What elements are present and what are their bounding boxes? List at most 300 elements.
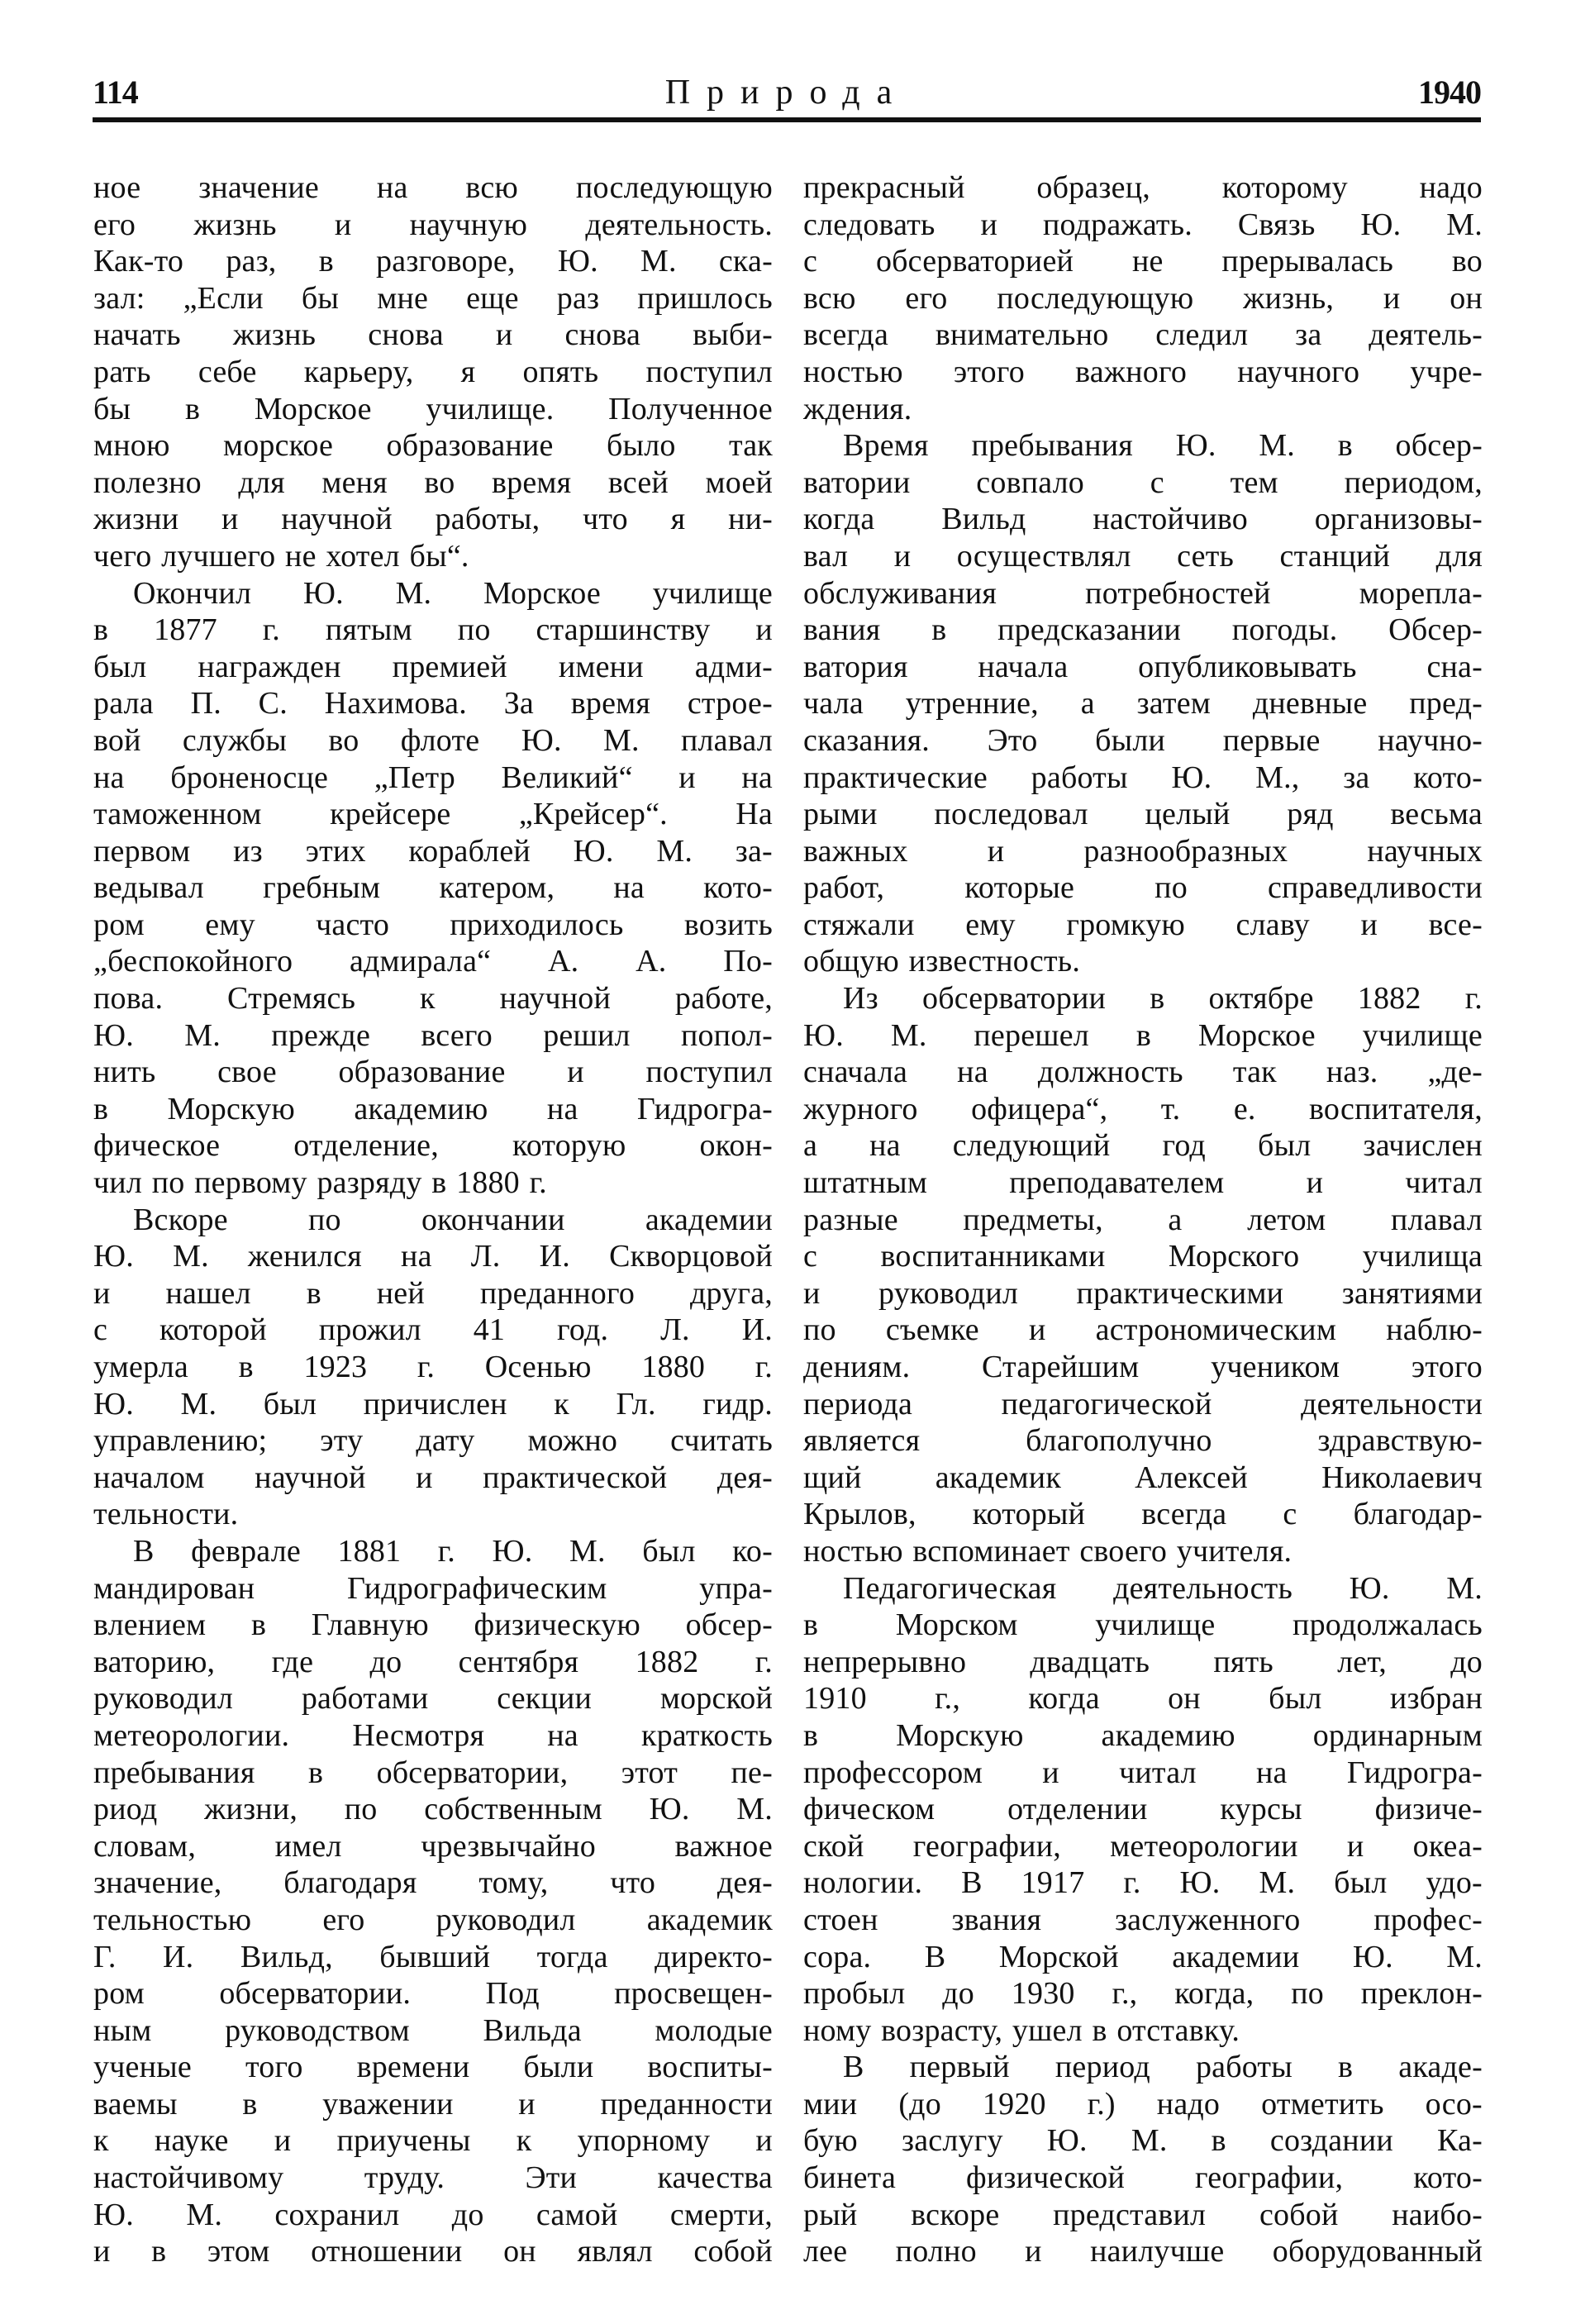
text-line: [93, 427, 773, 464]
word: наблю-: [1386, 1312, 1483, 1348]
word: ватории: [803, 464, 911, 500]
word: Вильд,: [240, 1939, 333, 1974]
word: Гл.: [616, 1386, 656, 1422]
word: в: [151, 2234, 167, 2269]
word: периода: [803, 1386, 913, 1422]
word: практической: [483, 1460, 668, 1495]
text-line: [803, 1864, 1483, 1902]
word: где: [271, 1644, 314, 1679]
word: Осенью: [484, 1350, 592, 1384]
word: обсерватории: [922, 981, 1107, 1017]
word: оборудованный: [1272, 2234, 1483, 2269]
word: женился: [247, 1239, 362, 1274]
word: заслугу: [901, 2123, 1003, 2159]
word: Г.: [93, 1939, 117, 1974]
word: бы: [301, 280, 340, 316]
word: благодар-: [1353, 1497, 1483, 1532]
word: отделение,: [293, 1128, 439, 1164]
word: на: [376, 170, 408, 205]
word: предметы,: [963, 1202, 1103, 1237]
word: Вильд: [941, 502, 1026, 537]
running-header: [93, 73, 1481, 114]
word: чала: [803, 686, 864, 721]
word: был: [263, 1386, 317, 1422]
text-line: [803, 1939, 1483, 1976]
text-line: [93, 1127, 773, 1164]
word: все-: [1428, 907, 1483, 942]
text-line: ностью вспоминает своего учителя.: [803, 1533, 1293, 1569]
word: опять: [522, 354, 599, 389]
word: собой: [693, 2234, 773, 2269]
word: фическом: [803, 1792, 935, 1827]
word: ской: [803, 1828, 864, 1864]
word: эту: [320, 1423, 364, 1459]
word: время: [492, 464, 572, 500]
word: в: [318, 244, 334, 279]
word: и: [274, 2123, 292, 2159]
word: г.: [1464, 981, 1483, 1017]
word: С.: [258, 686, 288, 721]
word: курсы: [1220, 1792, 1302, 1827]
word: звания: [951, 1902, 1042, 1937]
word: г.): [1087, 2086, 1116, 2122]
word: жизнь: [232, 317, 317, 353]
word: метеорологии.: [93, 1717, 290, 1753]
text-line: ждения.: [803, 391, 912, 426]
text-line: [803, 1717, 1483, 1755]
word: работе,: [674, 981, 773, 1017]
word: заслуженного: [1114, 1902, 1301, 1937]
word: съемке: [885, 1312, 979, 1348]
word: того: [245, 2050, 303, 2085]
word: 1920: [982, 2086, 1046, 2122]
word: В: [961, 1865, 983, 1901]
word: отношении: [311, 2234, 463, 2269]
word: кото-: [703, 870, 773, 906]
word: М.: [395, 575, 432, 611]
word: рала: [93, 686, 154, 721]
word: имел: [274, 1828, 342, 1864]
word: был: [642, 1533, 696, 1569]
word: ней: [376, 1275, 425, 1311]
word: меня: [321, 464, 388, 500]
word: акаде-: [1398, 2050, 1483, 2085]
word: научных: [1367, 833, 1483, 869]
word: период: [1054, 2050, 1150, 2085]
word: которой: [159, 1312, 267, 1348]
word: М.: [186, 2197, 223, 2232]
text-line: [803, 1312, 1483, 1349]
text-line: [93, 796, 773, 833]
text-line: [93, 464, 773, 502]
word: т.: [1160, 1091, 1181, 1126]
text-line: [93, 1902, 773, 1939]
text-line: [93, 169, 773, 207]
word: в: [184, 391, 201, 426]
text-line: [803, 207, 1483, 244]
issue-year: 1940: [1418, 74, 1481, 111]
word: он: [1450, 280, 1483, 316]
text-line: [93, 1717, 773, 1755]
text-line: [93, 1017, 773, 1055]
word: в: [238, 1350, 254, 1384]
word: 1930: [1011, 1976, 1075, 2012]
word: с: [1150, 464, 1164, 500]
word: должность: [1037, 1055, 1183, 1090]
text-line: [803, 1017, 1483, 1055]
word: академик: [646, 1902, 773, 1937]
word: во: [328, 722, 359, 758]
page-number: 114: [93, 74, 138, 111]
word: причислен: [363, 1386, 507, 1422]
word: последующую: [575, 170, 773, 205]
word: дея-: [716, 1460, 773, 1495]
word: училища: [1362, 1239, 1483, 1274]
word: научной: [499, 981, 612, 1017]
word: бы: [93, 391, 131, 426]
word: награжден: [198, 649, 341, 684]
word: значение,: [93, 1865, 222, 1901]
word: надо: [1419, 170, 1483, 205]
word: краткость: [640, 1717, 773, 1753]
word: и: [1346, 1828, 1364, 1864]
word: к: [420, 981, 436, 1017]
text-line: [93, 2012, 773, 2050]
paragraph-first-line: [803, 2049, 1483, 2086]
word: за: [1295, 317, 1322, 353]
word: катером,: [439, 870, 555, 906]
text-line: [803, 169, 1483, 207]
word: а: [1080, 686, 1095, 721]
word: в: [1337, 428, 1353, 464]
word: периодом,: [1344, 464, 1483, 500]
word: Морском: [895, 1607, 1018, 1643]
word: во: [1451, 244, 1483, 279]
word: практическими: [1076, 1275, 1284, 1311]
word: этих: [305, 833, 366, 869]
word: создании: [1269, 2123, 1393, 2159]
word: приходилось: [450, 907, 624, 942]
word: и: [893, 538, 912, 574]
word: выби-: [693, 317, 773, 353]
word: академии: [645, 1202, 773, 1237]
word: для: [238, 464, 285, 500]
word: А.: [548, 944, 579, 979]
text-line: [93, 2049, 773, 2086]
word: 41: [473, 1312, 506, 1348]
word: 1880: [641, 1350, 706, 1384]
word: нить: [93, 1055, 156, 1090]
word: до: [451, 2197, 484, 2232]
text-line: [93, 649, 773, 686]
word: и: [93, 1275, 111, 1311]
word: научной: [255, 1460, 366, 1495]
word: с: [1283, 1497, 1297, 1532]
word: А.: [636, 944, 667, 979]
word: Скворцовой: [609, 1239, 773, 1274]
word: сна-: [1426, 649, 1483, 684]
word: мне: [377, 280, 429, 316]
word: в: [803, 1607, 819, 1643]
word: Под: [485, 1976, 540, 2012]
word: опубликовывать: [1138, 649, 1357, 684]
word: к: [554, 1386, 569, 1422]
word: началом: [93, 1460, 205, 1495]
text-line: [803, 280, 1483, 317]
word: полезно: [93, 464, 202, 500]
word: был: [1258, 1128, 1312, 1164]
word: всегда: [803, 317, 889, 353]
text-line: [803, 464, 1483, 502]
text-line: [803, 1828, 1483, 1865]
word: Ю.: [521, 722, 562, 758]
word: ряд: [1287, 797, 1334, 832]
text-line: [803, 1791, 1483, 1828]
word: М.: [890, 1017, 927, 1053]
word: пребывания: [93, 1755, 255, 1790]
word: сентября: [458, 1644, 579, 1679]
word: из: [233, 833, 263, 869]
word: Стремясь: [227, 981, 356, 1017]
word: пробыл: [803, 1976, 906, 2012]
word: Ю.: [1360, 207, 1402, 242]
word: а: [1168, 1202, 1183, 1237]
word: когда,: [1174, 1976, 1254, 2012]
word: стяжали: [803, 907, 915, 942]
text-line: [93, 760, 773, 797]
word: премией: [392, 649, 507, 684]
text-line: [93, 1828, 773, 1865]
text-line: [93, 501, 773, 538]
text-line: [93, 1238, 773, 1275]
word: бую: [803, 2123, 858, 2159]
text-line: [803, 1164, 1483, 1202]
word: физическую: [474, 1607, 640, 1643]
word: уважении: [322, 2086, 454, 2122]
word: воспитателя,: [1309, 1091, 1483, 1126]
word: отметить: [1261, 2086, 1384, 2122]
word: И.: [741, 1312, 773, 1348]
word: в: [1135, 1017, 1151, 1053]
word: Ю.: [803, 1017, 844, 1053]
word: предсказании: [997, 612, 1182, 648]
word: за-: [735, 833, 773, 869]
text-line: [803, 2233, 1483, 2270]
word: директо-: [655, 1939, 773, 1974]
word: времени: [356, 2050, 470, 2085]
word: преклон-: [1360, 1976, 1483, 2012]
word: следовать: [803, 207, 935, 242]
text-line: [803, 685, 1483, 722]
word: Обсер-: [1388, 612, 1483, 648]
word: окончании: [421, 1202, 565, 1237]
text-line: [803, 2086, 1483, 2123]
word: решил: [543, 1017, 631, 1053]
word: всегда: [1141, 1497, 1227, 1532]
word: (до: [898, 2086, 941, 2122]
text-line: [803, 869, 1483, 907]
word: Время: [843, 428, 929, 464]
word: представил: [1053, 2197, 1207, 2232]
text-line: [803, 1460, 1483, 1497]
word: всей: [607, 464, 669, 500]
word: и: [93, 2234, 111, 2269]
word: г.: [262, 612, 280, 648]
word: погоды.: [1231, 612, 1338, 648]
word: Морского: [1168, 1239, 1300, 1274]
word: В: [843, 2050, 864, 2085]
word: тому,: [478, 1865, 549, 1901]
word: двадцать: [1030, 1644, 1150, 1679]
word: 1877: [154, 612, 217, 648]
word: и: [416, 1460, 433, 1495]
text-line: [803, 1091, 1483, 1128]
word: в: [242, 2086, 258, 2122]
word: Вскоре: [133, 1202, 228, 1237]
text-line: [93, 1275, 773, 1312]
word: начать: [93, 317, 181, 353]
word: были: [523, 2050, 594, 2085]
text-line: [803, 317, 1483, 354]
word: чрезвычайно: [421, 1828, 596, 1864]
word: М.: [180, 1386, 217, 1422]
text-line: [93, 1054, 773, 1091]
word: с: [803, 244, 818, 279]
word: возить: [683, 907, 773, 942]
word: океа-: [1412, 1828, 1483, 1864]
word: по: [1154, 870, 1188, 906]
word: морское: [222, 428, 334, 464]
word: 1881: [337, 1533, 402, 1569]
text-line: [93, 317, 773, 354]
text-line: [93, 1939, 773, 1976]
word: М.: [1259, 1865, 1296, 1901]
word: летом: [1247, 1202, 1326, 1237]
text-line: [93, 1791, 773, 1828]
text-line: [803, 796, 1483, 833]
text-line: [803, 2197, 1483, 2234]
word: наз.: [1326, 1055, 1378, 1090]
text-line: [803, 2160, 1483, 2197]
word: бывший: [379, 1939, 491, 1974]
word: рый: [803, 2197, 858, 2232]
text-line: [803, 575, 1483, 612]
word: Это: [987, 722, 1038, 758]
word: во: [424, 464, 455, 500]
word: продолжалась: [1293, 1607, 1483, 1643]
word: Из: [843, 981, 878, 1017]
word: он: [503, 2234, 536, 2269]
word: весьма: [1390, 797, 1483, 832]
word: Как-то: [93, 244, 184, 279]
word: Ю.: [1046, 2123, 1088, 2159]
word: не: [1131, 244, 1164, 279]
word: обсер-: [685, 1607, 773, 1643]
word: ученые: [93, 2050, 192, 2085]
text-line: [803, 1680, 1483, 1717]
text-line: [803, 1975, 1483, 2012]
text-line: [803, 1202, 1483, 1239]
word: Морское: [1197, 1017, 1316, 1053]
paragraph-first-line: [93, 1533, 773, 1570]
word: и: [678, 760, 696, 795]
word: науке: [154, 2123, 229, 2159]
word: метеорологии: [1110, 1828, 1298, 1864]
text-line: [93, 1422, 773, 1460]
word: Ю.: [93, 1386, 134, 1422]
word: в: [306, 1275, 321, 1311]
word: Крылов,: [803, 1497, 916, 1532]
word: М.: [1446, 207, 1483, 242]
word: плавал: [680, 722, 773, 758]
word: Ю.: [1175, 428, 1216, 464]
word: дату: [416, 1423, 475, 1459]
word: академию: [1101, 1717, 1235, 1753]
word: „Если: [183, 280, 264, 316]
word: качества: [657, 2160, 773, 2196]
text-line: [93, 2086, 773, 2123]
text-line: [803, 1422, 1483, 1460]
word: преподавателем: [1009, 1165, 1225, 1201]
text-line: [803, 833, 1483, 870]
word: умерла: [93, 1350, 188, 1384]
text-line: [803, 1607, 1483, 1644]
word: в: [250, 1607, 267, 1643]
word: е.: [1233, 1091, 1256, 1126]
text-line: [93, 980, 773, 1017]
word: благодаря: [283, 1865, 417, 1901]
text-line: [93, 1864, 773, 1902]
word: пова.: [93, 981, 164, 1017]
word: пять: [1213, 1644, 1273, 1679]
word: зачислен: [1363, 1128, 1483, 1164]
word: занятиями: [1341, 1275, 1483, 1311]
word: он: [1168, 1681, 1201, 1717]
word: и: [1028, 1312, 1046, 1348]
word: пришлось: [637, 280, 773, 316]
text-line: [93, 1975, 773, 2012]
text-line: [93, 2122, 773, 2160]
word: 1882: [635, 1644, 699, 1679]
word: мии: [803, 2086, 858, 2122]
text-line: [93, 1570, 773, 1607]
word: мандирован: [93, 1570, 255, 1606]
paragraph-first-line: [93, 1202, 773, 1239]
text-line: чего лучшего не хотел бы“.: [93, 538, 469, 574]
text-line: [93, 2197, 773, 2234]
word: себе: [198, 354, 257, 389]
word: рыми: [803, 797, 878, 832]
word: и: [1042, 1755, 1059, 1790]
word: начала: [978, 649, 1069, 684]
word: г.: [755, 1350, 773, 1384]
word: работы: [1195, 2050, 1293, 2085]
word: на: [547, 1717, 578, 1753]
word: благополучно: [1026, 1423, 1212, 1459]
word: ординарным: [1312, 1717, 1483, 1753]
word: адмирала“: [349, 944, 492, 979]
text-line: [93, 1312, 773, 1349]
word: ваторию,: [93, 1644, 216, 1679]
word: ни-: [728, 502, 773, 537]
word: учре-: [1410, 354, 1483, 389]
word: читал: [1119, 1755, 1197, 1790]
word: разнообразных: [1083, 833, 1288, 869]
text-column-left: [93, 169, 773, 2270]
word: Несмотря: [352, 1717, 485, 1753]
word: И.: [163, 1939, 194, 1974]
word: всего: [421, 1017, 493, 1053]
